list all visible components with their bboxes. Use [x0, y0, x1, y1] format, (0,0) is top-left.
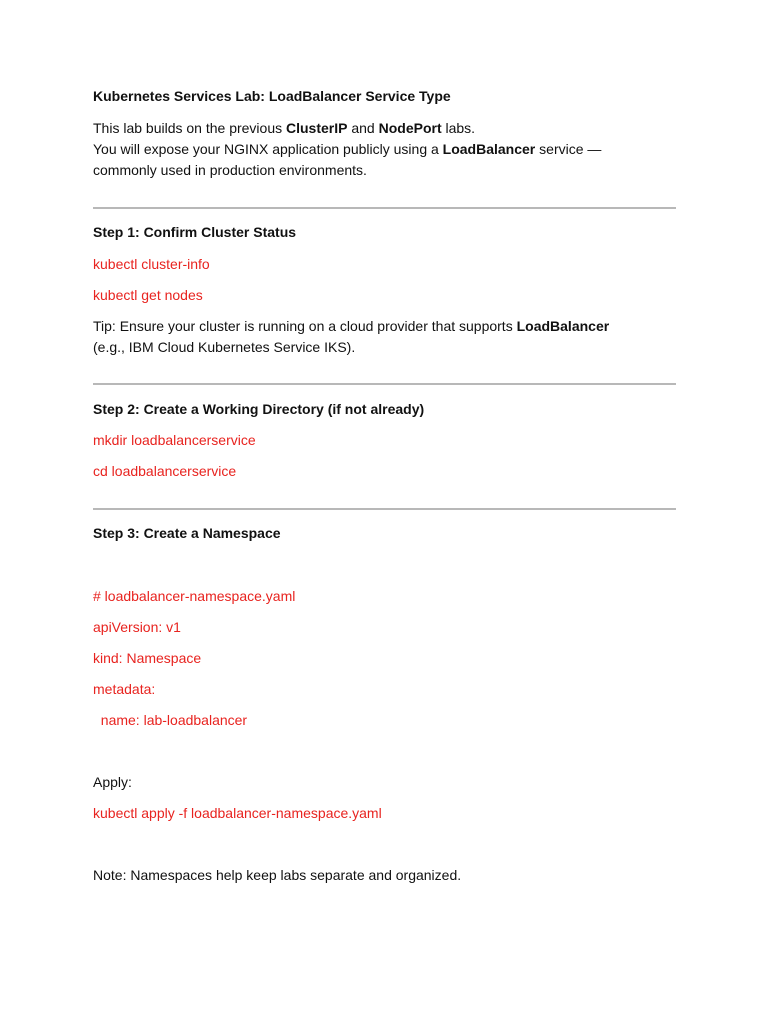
- step2-command-mkdir: mkdir loadbalancerservice: [93, 432, 256, 448]
- yaml-line: kind: Namespace: [93, 650, 202, 666]
- section-divider: [93, 383, 676, 385]
- nodeport-term: NodePort: [378, 120, 442, 136]
- intro-line-3: commonly used in production environments.: [93, 162, 367, 178]
- intro-line-1: This lab builds on the previous ClusterIP and NodePort labs.: [93, 120, 476, 136]
- intro-line-2: You will expose your NGINX application publicly using a LoadBalancer service —: [93, 141, 602, 157]
- yaml-line: name: lab-loadbalancer: [93, 712, 248, 728]
- step2-command-cd: cd loadbalancerservice: [93, 463, 237, 479]
- yaml-line: apiVersion: v1: [93, 619, 181, 635]
- step3-heading: Step 3: Create a Namespace: [93, 525, 281, 541]
- step1-heading: Step 1: Confirm Cluster Status: [93, 224, 297, 240]
- step2-heading: Step 2: Create a Working Directory (if not already): [93, 401, 425, 417]
- step1-tip-line-1: Tip: Ensure your cluster is running on a cloud provider that supports LoadBalancer: [93, 318, 610, 334]
- step1-tip-line-2: (e.g., IBM Cloud Kubernetes Service IKS).: [93, 339, 356, 355]
- namespace-note: Note: Namespaces help keep labs separate and organized.: [93, 867, 462, 883]
- page-title: Kubernetes Services Lab: LoadBalancer Service Type: [93, 88, 451, 104]
- loadbalancer-term: LoadBalancer: [516, 318, 610, 334]
- apply-label: Apply:: [93, 774, 132, 790]
- yaml-line: # loadbalancer-namespace.yaml: [93, 588, 296, 604]
- section-divider: [93, 207, 676, 209]
- section-divider: [93, 508, 676, 510]
- step1-command-get-nodes: kubectl get nodes: [93, 287, 203, 303]
- apply-command: kubectl apply -f loadbalancer-namespace.yaml: [93, 805, 382, 821]
- clusterip-term: ClusterIP: [286, 120, 348, 136]
- yaml-line: metadata:: [93, 681, 156, 697]
- loadbalancer-term: LoadBalancer: [442, 141, 536, 157]
- step1-command-cluster-info: kubectl cluster-info: [93, 256, 210, 272]
